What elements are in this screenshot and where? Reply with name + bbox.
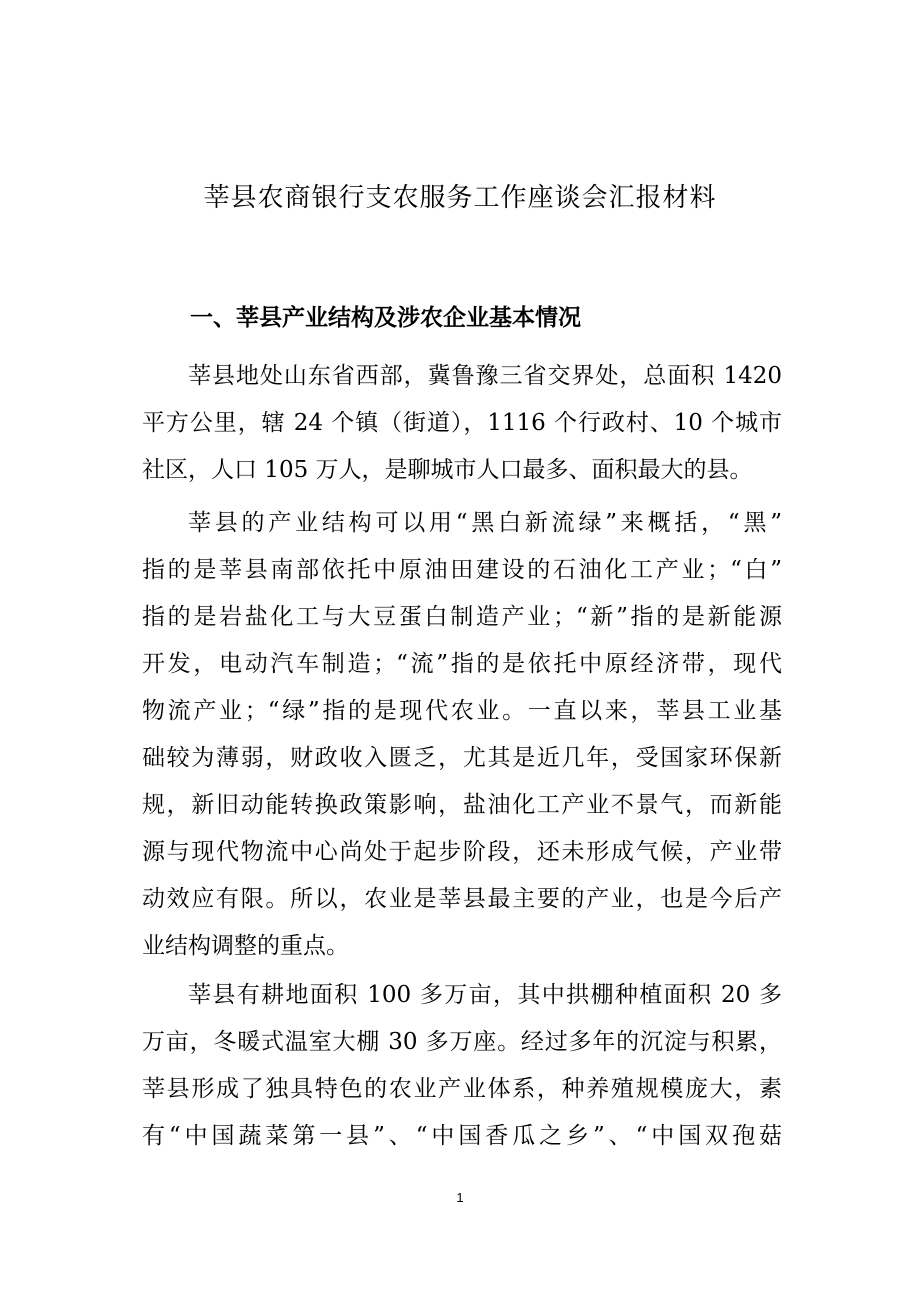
paragraph-agriculture — [142, 972, 782, 1160]
paragraph-line: 开发，电动汽车制造；“流”指的是依托中原经济带，现代 — [142, 651, 782, 677]
paragraph-line: 万亩，冬暖式温室大棚 30 多万座。经过多年的沉淀与积累， — [142, 1029, 782, 1055]
paragraph-line: 物流产业；“绿”指的是现代农业。一直以来，莘县工业基 — [142, 698, 782, 724]
paragraph-line: 动效应有限。所以，农业是莘县最主要的产业，也是今后产 — [142, 886, 782, 912]
paragraph-line: 平方公里，辖 24 个镇（街道），1116 个行政村、10 个城市 — [142, 410, 782, 436]
section-heading: 一、莘县产业结构及涉农企业基本情况 — [190, 305, 581, 331]
paragraph-line: 莘县的产业结构可以用“黑白新流绿”来概括，“黑” — [188, 510, 782, 536]
paragraph-line: 业结构调整的重点。 — [142, 933, 349, 959]
paragraph-line: 莘县有耕地面积 100 多万亩，其中拱棚种植面积 20 多 — [188, 982, 782, 1008]
paragraph-line: 有“中国蔬菜第一县”、“中国香瓜之乡”、“中国双孢菇 — [142, 1123, 782, 1149]
paragraph-line: 规，新旧动能转换政策影响，盐油化工产业不景气，而新能 — [142, 792, 782, 818]
paragraph-industry-structure — [142, 500, 782, 970]
paragraph-line: 社区，人口 105 万人，是聊城市人口最多、面积最大的县。 — [142, 457, 753, 483]
paragraph-line: 指的是岩盐化工与大豆蛋白制造产业；“新”指的是新能源 — [142, 604, 782, 630]
paragraph-line: 源与现代物流中心尚处于起步阶段，还未形成气候，产业带 — [142, 839, 782, 865]
paragraph-line: 莘县地处山东省西部，冀鲁豫三省交界处，总面积 1420 — [188, 363, 782, 389]
document-title: 莘县农商银行支农服务工作座谈会汇报材料 — [203, 183, 717, 213]
paragraph-line: 础较为薄弱，财政收入匮乏，尤其是近几年，受国家环保新 — [142, 745, 782, 771]
page-number: 1 — [456, 1190, 464, 1205]
paragraph-line: 指的是莘县南部依托中原油田建设的石油化工产业；“白” — [142, 557, 782, 583]
paragraph-location — [142, 353, 782, 494]
paragraph-line: 莘县形成了独具特色的农业产业体系，种养殖规模庞大，素 — [142, 1076, 782, 1102]
